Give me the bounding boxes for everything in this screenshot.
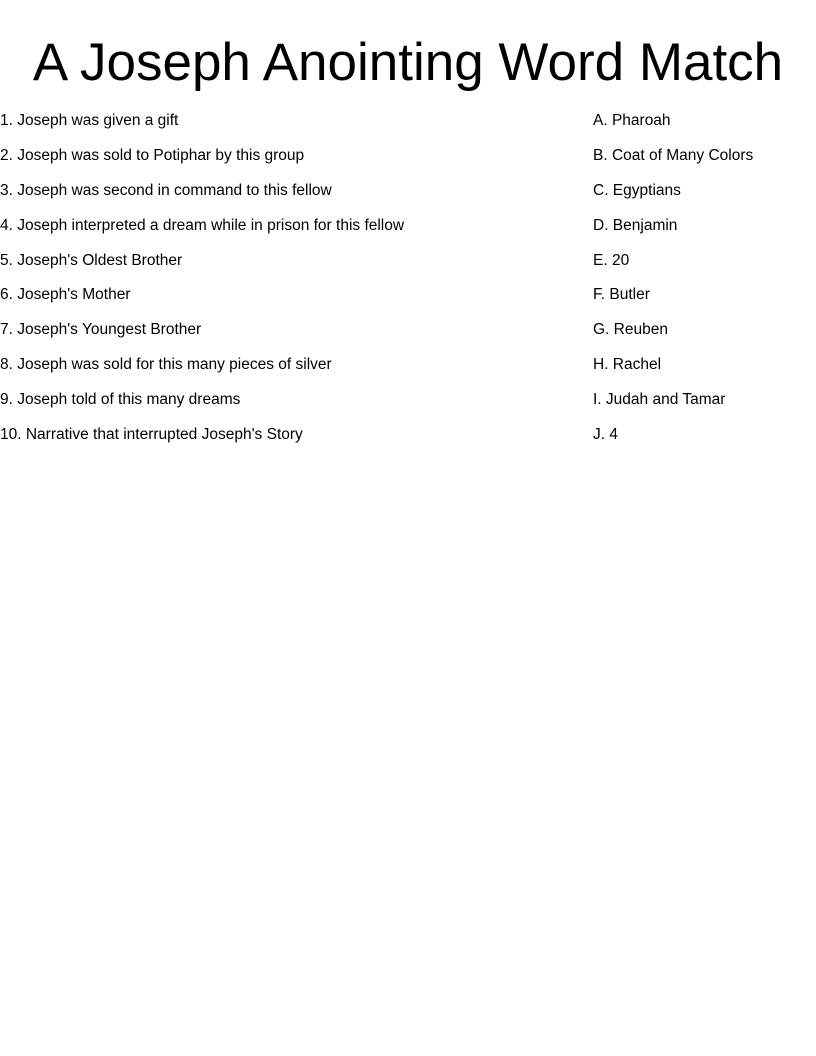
clue-item: 6. Joseph's Mother	[0, 286, 131, 304]
clue-item: 4. Joseph interpreted a dream while in prison for this fellow	[0, 216, 405, 234]
clue-list	[0, 110, 580, 459]
answer-item: E. 20	[593, 251, 630, 269]
answer-list	[593, 110, 813, 459]
clue-item: 9. Joseph told of this many dreams	[0, 391, 241, 409]
answer-item: F. Butler	[593, 286, 650, 304]
worksheet-title: A Joseph Anointing Word Match	[32, 33, 784, 92]
clue-item: 1. Joseph was given a gift	[0, 112, 179, 129]
answer-item: C. Egyptians	[593, 181, 681, 199]
answer-item: H. Rachel	[593, 356, 662, 374]
answer-item: I. Judah and Tamar	[593, 391, 726, 409]
clue-item: 3. Joseph was second in command to this fellow	[0, 181, 332, 199]
answer-item: D. Benjamin	[593, 216, 678, 234]
answer-item: G. Reuben	[593, 321, 668, 339]
clue-item: 10. Narrative that interrupted Joseph's Story	[0, 426, 303, 444]
answer-item: B. Coat of Many Colors	[593, 146, 754, 164]
clue-item: 7. Joseph's Youngest Brother	[0, 321, 202, 339]
answer-item: A. Pharoah	[593, 112, 671, 129]
clue-item: 5. Joseph's Oldest Brother	[0, 251, 183, 269]
clue-item: 8. Joseph was sold for this many pieces of silver	[0, 356, 332, 374]
clue-item: 2. Joseph was sold to Potiphar by this group	[0, 146, 305, 164]
answer-item: J. 4	[593, 426, 618, 444]
